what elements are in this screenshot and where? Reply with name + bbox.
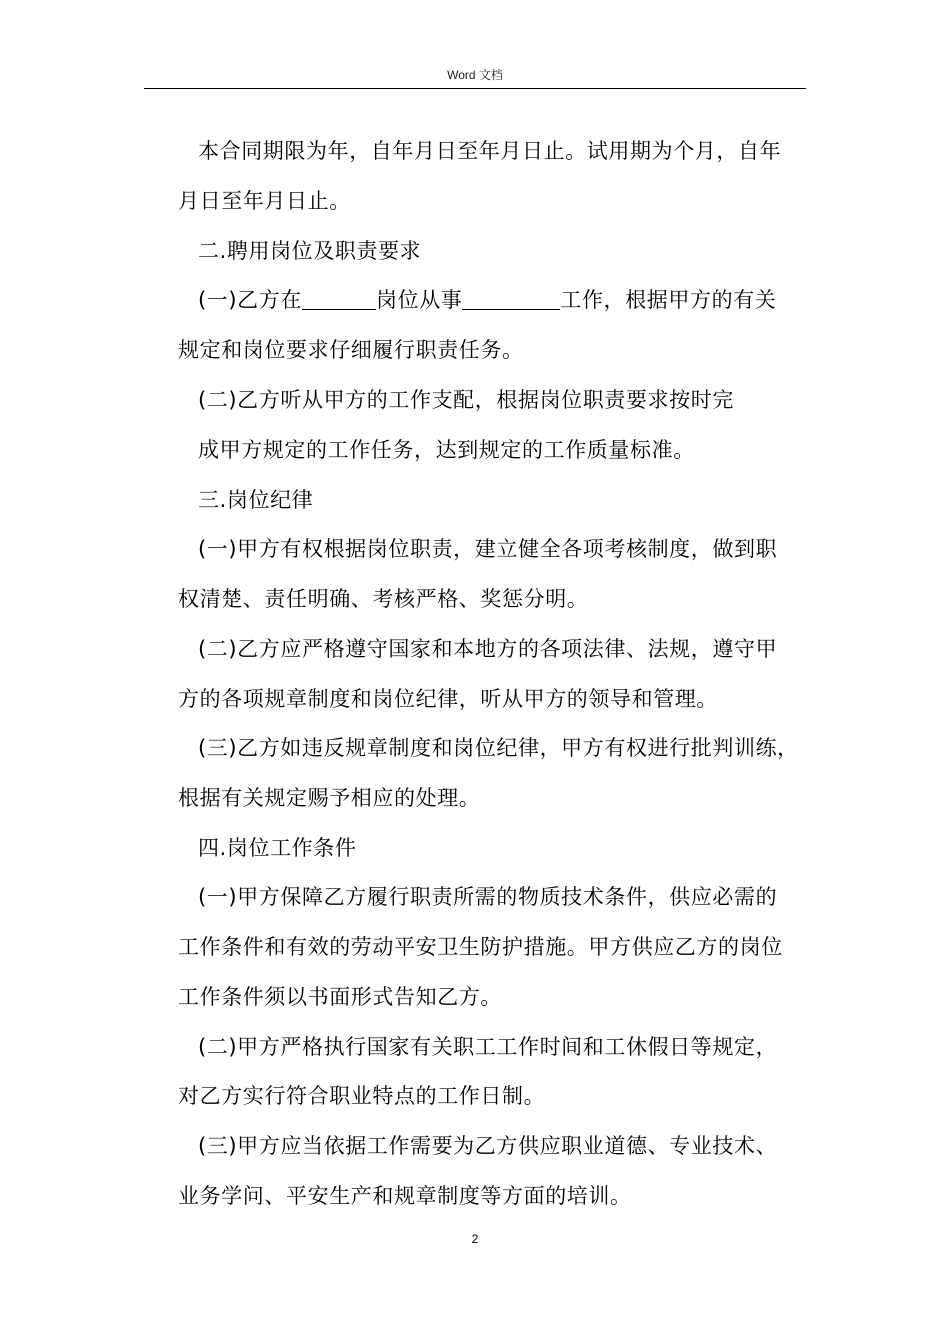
page-number: 2 <box>471 1232 479 1246</box>
paragraph-line: 本合同期限为年，自年月日至年月日止。试用期为个月，自年 <box>198 139 782 163</box>
section-heading: 二.聘用岗位及职责要求 <box>198 239 422 263</box>
paragraph-line: 月日至年月日止。 <box>178 189 351 213</box>
header-divider <box>144 88 806 89</box>
paragraph-line: (一)甲方保障乙方履行职责所需的物质技术条件，供应必需的 <box>198 885 778 909</box>
paragraph-line: 规定和岗位要求仔细履行职责任务。 <box>178 338 524 362</box>
paragraph-line: (三)乙方如违反规章制度和岗位纪律，甲方有权进行批判训练， <box>198 736 799 760</box>
paragraph-line: 成甲方规定的工作任务，达到规定的工作质量标准。 <box>198 438 695 462</box>
paragraph-line: (二)乙方听从甲方的工作支配，根据岗位职责要求按时完 <box>198 388 734 412</box>
paragraph-line: 根据有关规定赐予相应的处理。 <box>178 786 481 810</box>
paragraph-line: 工作条件和有效的劳动平安卫生防护措施。甲方供应乙方的岗位 <box>178 935 783 959</box>
text-fragment: 工作，根据甲方的有关 <box>560 288 777 312</box>
text-fragment: 岗位从事 <box>376 288 463 312</box>
paragraph-line: 权清楚、责任明确、考核严格、奖惩分明。 <box>178 587 589 611</box>
section-heading: 三.岗位纪律 <box>198 488 314 512</box>
text-fragment: (一)乙方在 <box>198 288 302 312</box>
paragraph-line <box>198 285 776 315</box>
paragraph-line: (二)甲方严格执行国家有关职工工作时间和工休假日等规定， <box>198 1035 778 1059</box>
fill-in-blank <box>462 289 560 310</box>
paragraph-line: 对乙方实行符合职业特点的工作日制。 <box>178 1084 546 1108</box>
section-heading: 四.岗位工作条件 <box>198 836 357 860</box>
paragraph-line: 工作条件须以书面形式告知乙方。 <box>178 985 502 1009</box>
paragraph-line: 业务学问、平安生产和规章制度等方面的培训。 <box>178 1184 632 1208</box>
fill-in-blank <box>302 289 376 310</box>
paragraph-line: (二)乙方应严格遵守国家和本地方的各项法律、法规，遵守甲 <box>198 637 778 661</box>
paragraph-line: (三)甲方应当依据工作需要为乙方供应职业道德、专业技术、 <box>198 1134 778 1158</box>
paragraph-line: (一)甲方有权根据岗位职责，建立健全各项考核制度，做到职 <box>198 537 778 561</box>
header-title: Word 文档 <box>447 68 503 82</box>
paragraph-line: 方的各项规章制度和岗位纪律，听从甲方的领导和管理。 <box>178 687 718 711</box>
